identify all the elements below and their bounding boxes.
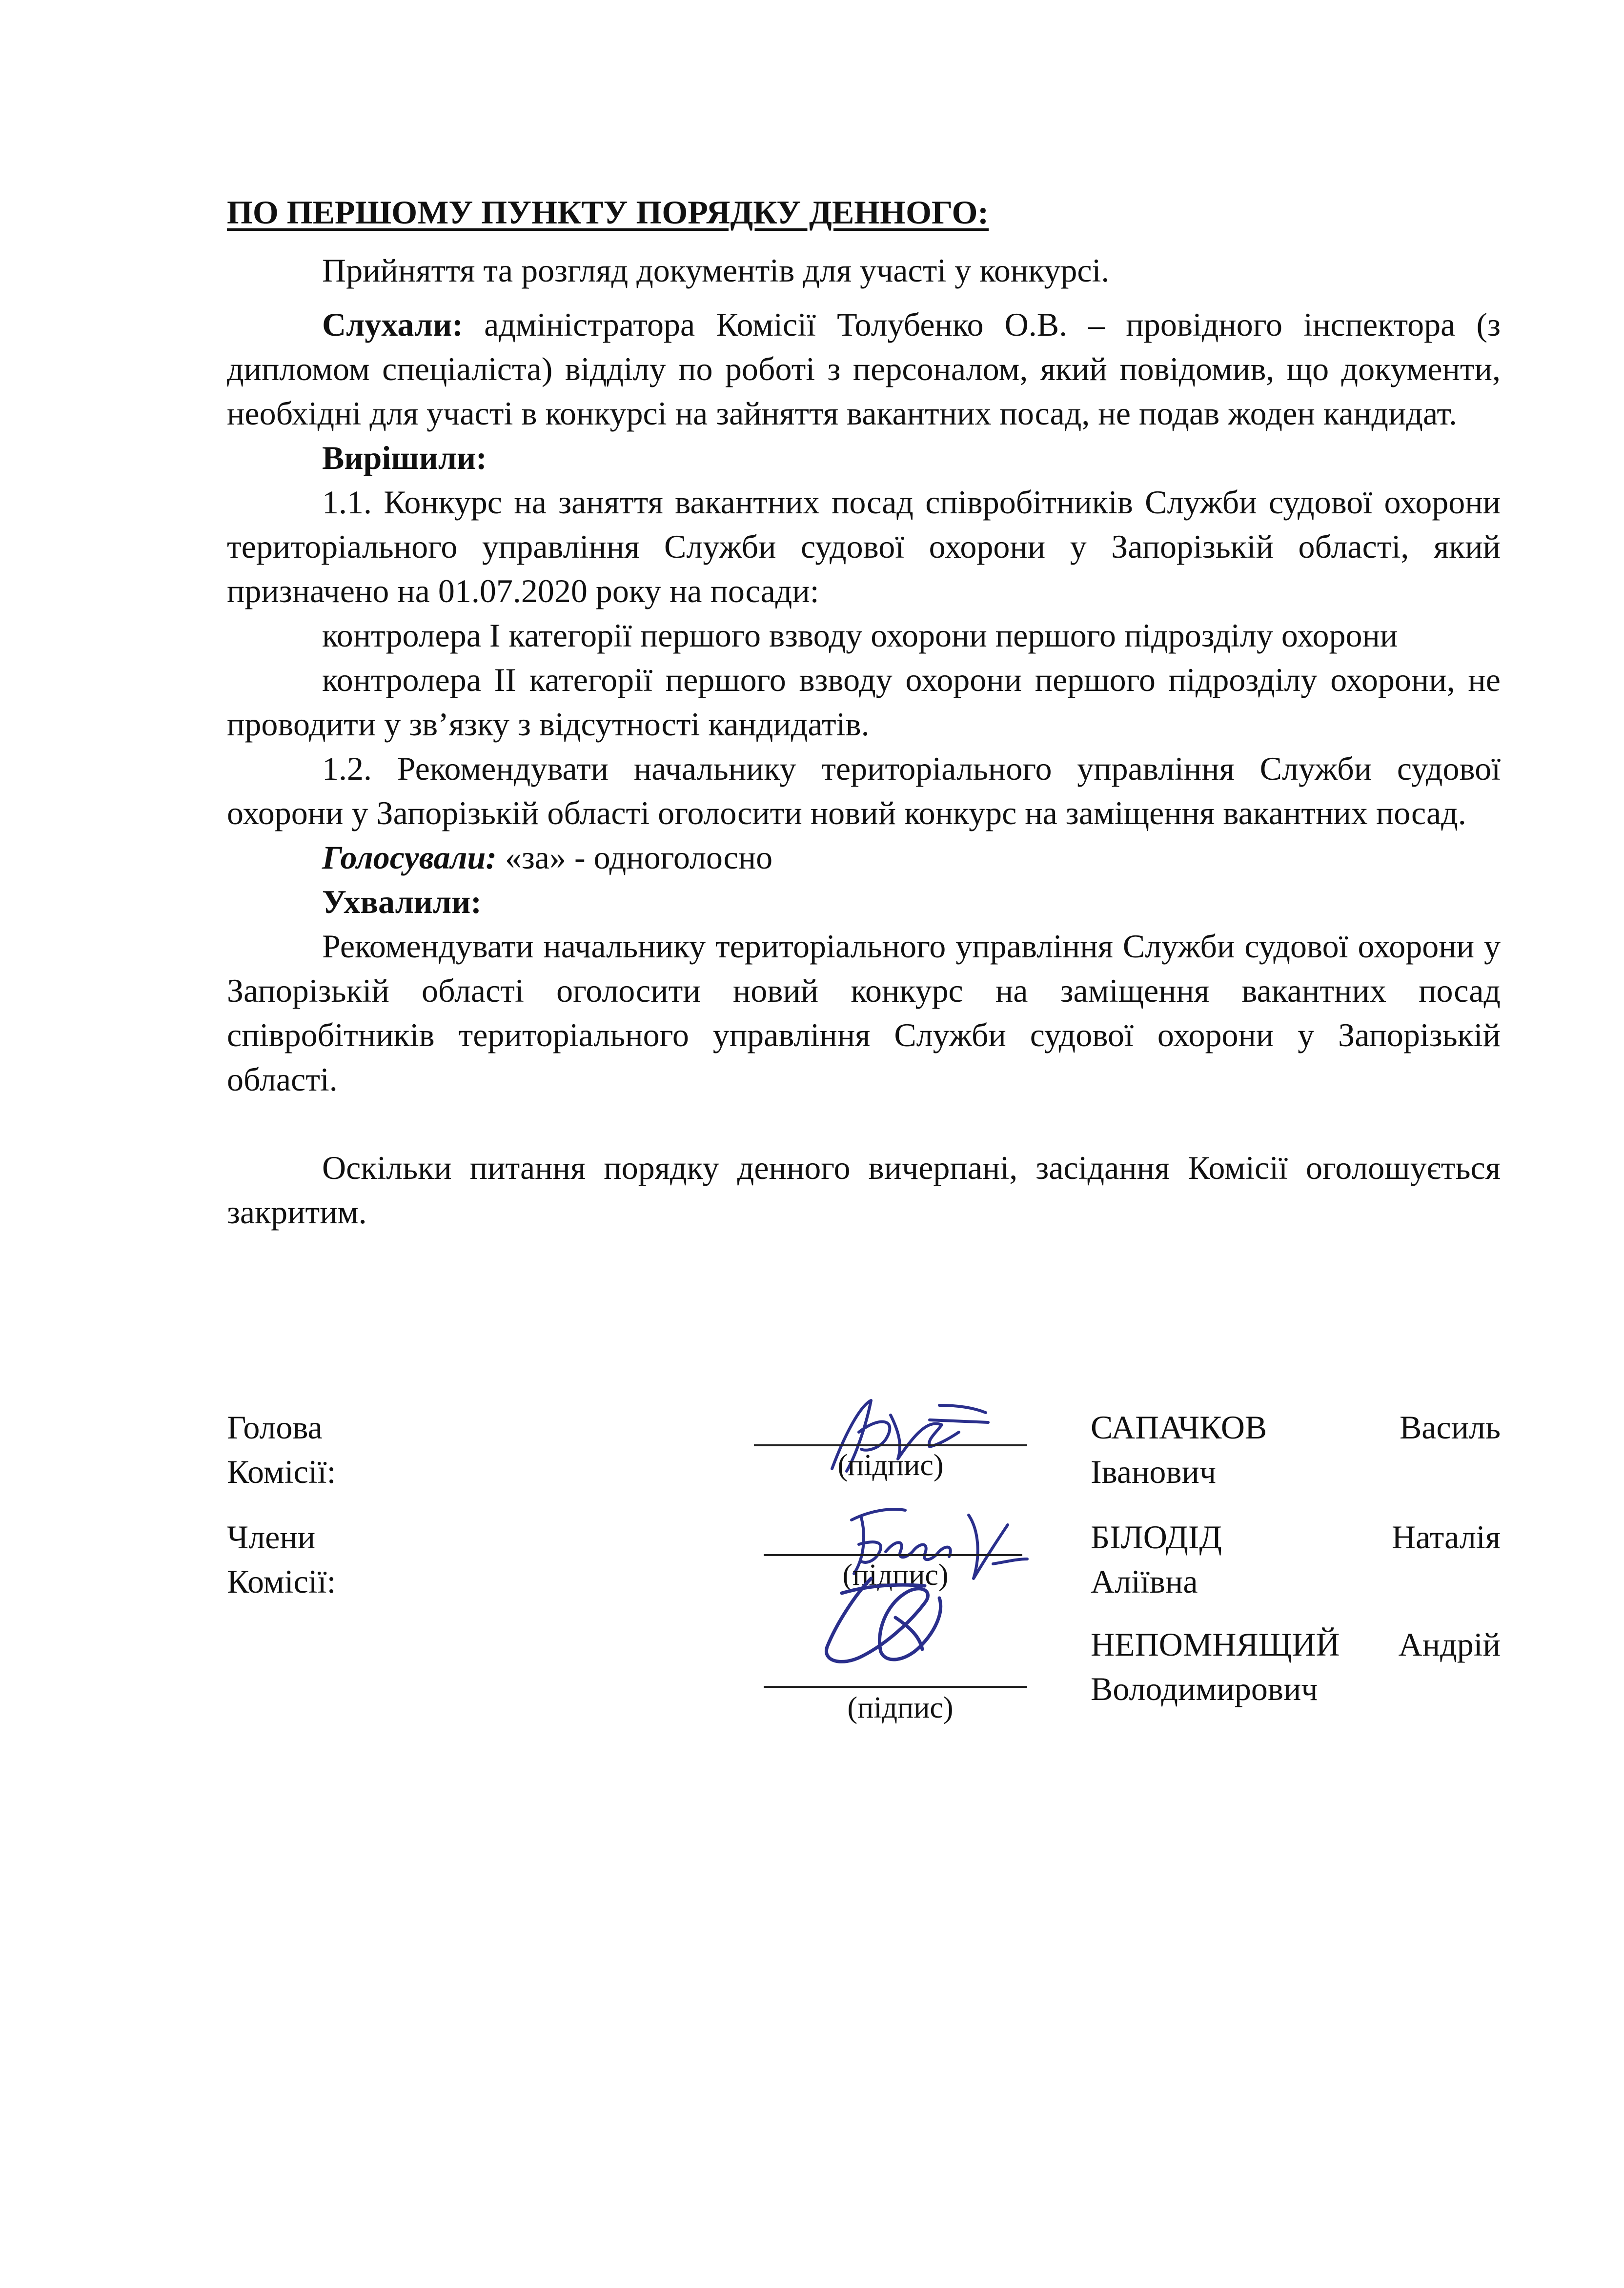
decided-position-2: контролера ІІ категорії першого взводу охорони першого підрозділу охорони, не проводити у зв’язку з відсутності кандидатів. <box>227 661 1501 743</box>
chair-name-line2: Іванович <box>1091 1453 1217 1490</box>
approved-label: Ухвалили: <box>322 883 482 920</box>
decided-item-2: 1.2. Рекомендувати начальнику територіального управління Служби судової охорони у Запорізькій області оголосити новий конкурс на заміщення вакантних посад. <box>227 750 1501 831</box>
agenda-heading: ПО ПЕРШОМУ ПУНКТУ ПОРЯДКУ ДЕННОГО: <box>227 194 989 231</box>
decided-label: Вирішили: <box>322 439 487 476</box>
voted-text: «за» - одноголосно <box>496 839 773 876</box>
heard-text: адміністратора Комісії Толубенко О.В. – провідного інспектора (з дипломом спеціаліста) відділу по роботі з персоналом, який повідомив, що документи, необхідні для участі в конкурсі на зайняття вакантних посад, не подав жоден кандидат. <box>227 306 1501 432</box>
member1-name-line2: Аліївна <box>1091 1563 1198 1600</box>
members-role: Члени Комісії: <box>227 1519 336 1600</box>
chair-role: Голова Комісії: <box>227 1409 336 1490</box>
document-body <box>227 190 1501 1235</box>
closing-paragraph: Оскільки питання порядку денного вичерпані, засідання Комісії оголошується закритим. <box>227 1149 1501 1231</box>
decided-item-1: 1.1. Конкурс на заняття вакантних посад співробітників Служби судової охорони територіального управління Служби судової охорони у Запорізькій області, який призначено на 01.07.2020 року на посади: <box>227 484 1501 609</box>
member2-signature-caption: (підпис) <box>847 1691 954 1724</box>
member1-name: БІЛОДІД Наталія <box>1091 1519 1501 1556</box>
agenda-item-title: Прийняття та розгляд документів для участі у конкурсі. <box>322 252 1110 289</box>
member2-name: НЕПОМНЯЩИЙ Андрій <box>1091 1626 1501 1663</box>
chair-signature-caption: (підпис) <box>837 1449 944 1482</box>
member2-signature <box>798 1564 974 1676</box>
voted-paragraph <box>227 835 1501 880</box>
approved-text: Рекомендувати начальнику територіального управління Служби судової охорони у Запорізькій області оголосити новий конкурс на заміщення вакантних посад співробітників територіального управління Служби судової охорони у Запорізькій області. <box>227 928 1501 1098</box>
chair-name: САПАЧКОВ Василь <box>1091 1409 1501 1446</box>
decided-position-1: контролера І категорії першого взводу охорони першого підрозділу охорони <box>322 617 1398 654</box>
member2-name-line2: Володимирович <box>1091 1670 1318 1707</box>
heard-paragraph <box>227 303 1501 436</box>
member1-signature-caption: (підпис) <box>842 1559 949 1592</box>
heard-label: Слухали: <box>322 306 463 343</box>
voted-label: Голосували: <box>322 839 497 876</box>
